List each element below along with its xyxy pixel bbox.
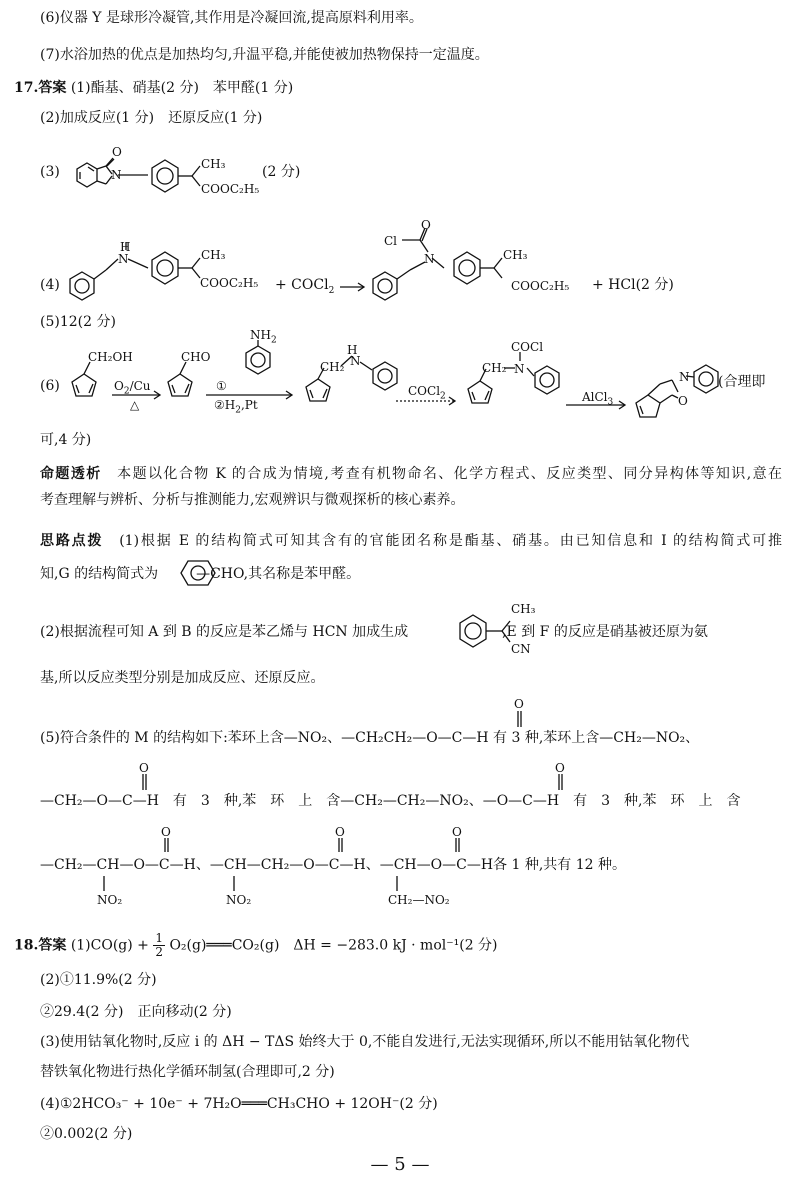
group-ch2: CH₂ xyxy=(482,361,507,375)
atom-h: H xyxy=(347,343,358,357)
atom-n: N xyxy=(350,354,361,368)
atom-o: O xyxy=(139,761,149,775)
analysis-label: 命题透析 xyxy=(40,466,102,482)
group-ch3: CH₃ xyxy=(503,248,528,262)
group-cooc2h5: COOC₂H₅ xyxy=(201,182,260,196)
hint-1-line-2: 知,G 的结构简式为 —CHO,其名称是苯甲醛。 xyxy=(40,566,361,582)
atom-h: H xyxy=(120,240,131,254)
atom-cl: Cl xyxy=(384,234,398,248)
fraction-half: $\frac{1}{2}$ xyxy=(155,931,163,959)
group-ch2-no2: CH₂—NO₂ xyxy=(388,893,450,907)
condition-o2-cu: $O_2/Cu$ xyxy=(114,379,151,397)
atom-o: O xyxy=(421,218,431,232)
atom-o: O xyxy=(678,394,688,408)
hint-paragraph: 思路点拨 (1)根据 E 的结构简式可知其含有的官能团名称是酯基、硝基。由已知信息和 I 的结构简式可推 xyxy=(40,533,782,549)
group-ch3: CH₃ xyxy=(201,157,226,171)
answer-label: 答案 xyxy=(38,80,67,96)
group-cooc2h5: COOC₂H₅ xyxy=(511,279,570,293)
condition-heat: △ xyxy=(130,398,140,412)
q17-answer-1: (1)酯基、硝基(2 分) 苯甲醛(1 分) xyxy=(70,80,294,96)
answer-label: 答案 xyxy=(38,937,67,954)
q18-header: 18.答案 (1)CO(g) + $\frac{1}{2}$ O₂(g)═══CO₂(g) ΔH = −283.0 kJ · mol⁻¹(2 分) xyxy=(14,931,498,959)
atom-n: N xyxy=(118,252,129,266)
group-cooc2h5: COOC₂H₅ xyxy=(200,276,259,290)
group-ch2: CH₂ xyxy=(320,360,345,374)
q18-answer-4a: (4)①2HCO₃⁻ + 10e⁻ + 7H₂O═══CH₃CHO + 12OH⁻(2 分) xyxy=(40,1096,438,1112)
analysis-paragraph: 命题透析 本题以化合物 K 的合成为情境,考查有机物命名、化学方程式、反应类型、同分异构体等知识,意在 xyxy=(40,466,783,482)
atom-n: N xyxy=(679,370,690,384)
hint-2-line-1: (2)根据流程可知 A 到 B 的反应是苯乙烯与 HCN 加成生成 ,E 到 F 的反应是硝基被还原为氨 xyxy=(40,624,708,640)
q17-answer-4-label: (4) xyxy=(40,277,60,293)
atom-o: O xyxy=(555,761,565,775)
atom-o: O xyxy=(452,825,462,839)
atom-n: N xyxy=(111,168,122,182)
q17-answer-6-label: (6) xyxy=(40,378,60,394)
atom-n: N xyxy=(424,252,435,266)
q17-answer-5: (5)12(2 分) xyxy=(40,314,116,330)
atom-n: N xyxy=(514,362,525,376)
page-number: — 5 — xyxy=(370,1154,430,1175)
group-no2: NO₂ xyxy=(97,893,123,907)
group-ch3: CH₃ xyxy=(201,248,226,262)
q17-answer-6-note-b: 可,4 分) xyxy=(40,432,92,448)
hint-5-line-1: (5)符合条件的 M 的结构如下:苯环上含—NO₂、—CH₂CH₂—O—C—H 有 3 种,苯环上含—CH₂—NO₂、 xyxy=(40,730,700,746)
hint-5-line-2: —CH₂—O—C—H 有 3 种,苯 环 上 含—CH₂—CH₂—NO₂、—O—C—H 有 3 种,苯 环 上 含 xyxy=(40,793,741,809)
hint-2-line-2: 基,所以反应类型分别是加成反应、还原反应。 xyxy=(40,670,325,686)
q18-answer-3b: 替铁氧化物进行热化学循环制氢(合理即可,2 分) xyxy=(40,1064,335,1080)
reagent-cocl2: + COCl$_2$ xyxy=(275,277,335,296)
condition-step-1: ① xyxy=(216,379,227,393)
q17-answer-3-label: (3) xyxy=(40,164,60,180)
group-cho: CHO xyxy=(181,350,211,364)
group-no2: NO₂ xyxy=(226,893,252,907)
q18-answer-2a: (2)①11.9%(2 分) xyxy=(40,972,157,988)
q16-answer-7: (7)水浴加热的优点是加热均匀,升温平稳,并能使被加热物保持一定温度。 xyxy=(40,47,489,63)
group-cn: CN xyxy=(511,642,531,656)
atom-o: O xyxy=(335,825,345,839)
condition-cocl2: COCl$_2$ xyxy=(408,384,446,402)
hint-label: 思路点拨 xyxy=(40,533,104,549)
q18-answer-2b: ②29.4(2 分) 正向移动(2 分) xyxy=(40,1004,232,1020)
group-cocl: COCl xyxy=(511,340,544,354)
q16-answer-6: (6)仪器 Y 是球形冷凝管,其作用是冷凝回流,提高原料利用率。 xyxy=(40,10,423,26)
condition-alcl3: AlCl$_3$ xyxy=(582,390,614,408)
question-number: 17. xyxy=(14,80,39,96)
group-ch2oh: CH₂OH xyxy=(88,350,133,364)
atom-o: O xyxy=(161,825,171,839)
group-ch3: CH₃ xyxy=(511,602,536,616)
q18-answer-4b: ②0.002(2 分) xyxy=(40,1126,133,1142)
product-hcl: + HCl(2 分) xyxy=(592,277,674,293)
question-number: 18. xyxy=(14,937,39,954)
q18-answer-3a: (3)使用钴氧化物时,反应 ⅰ 的 ΔH − TΔS 始终大于 0,不能自发进行,无法实现循环,所以不能用钴氧化物代 xyxy=(40,1034,690,1050)
hint-5-line-3: —CH₂—CH—O—C—H、—CH—CH₂—O—C—H、—CH—O—C—H各 1 种,共有 12 种。 xyxy=(40,857,626,873)
group-nh2: $NH_2$ xyxy=(250,328,277,346)
atom-o: O xyxy=(514,697,524,711)
atom-o: O xyxy=(112,145,122,159)
condition-step-2: $②H_2,Pt$ xyxy=(214,398,258,416)
q17-answer-2: (2)加成反应(1 分) 还原反应(1 分) xyxy=(40,110,263,126)
q17-answer-6-note-a: (合理即 xyxy=(718,374,766,390)
analysis-line-2: 考查理解与辨析、分析与推测能力,宏观辨识与微观探析的核心素养。 xyxy=(40,492,465,508)
q17-answer-3-score: (2 分) xyxy=(262,164,301,180)
